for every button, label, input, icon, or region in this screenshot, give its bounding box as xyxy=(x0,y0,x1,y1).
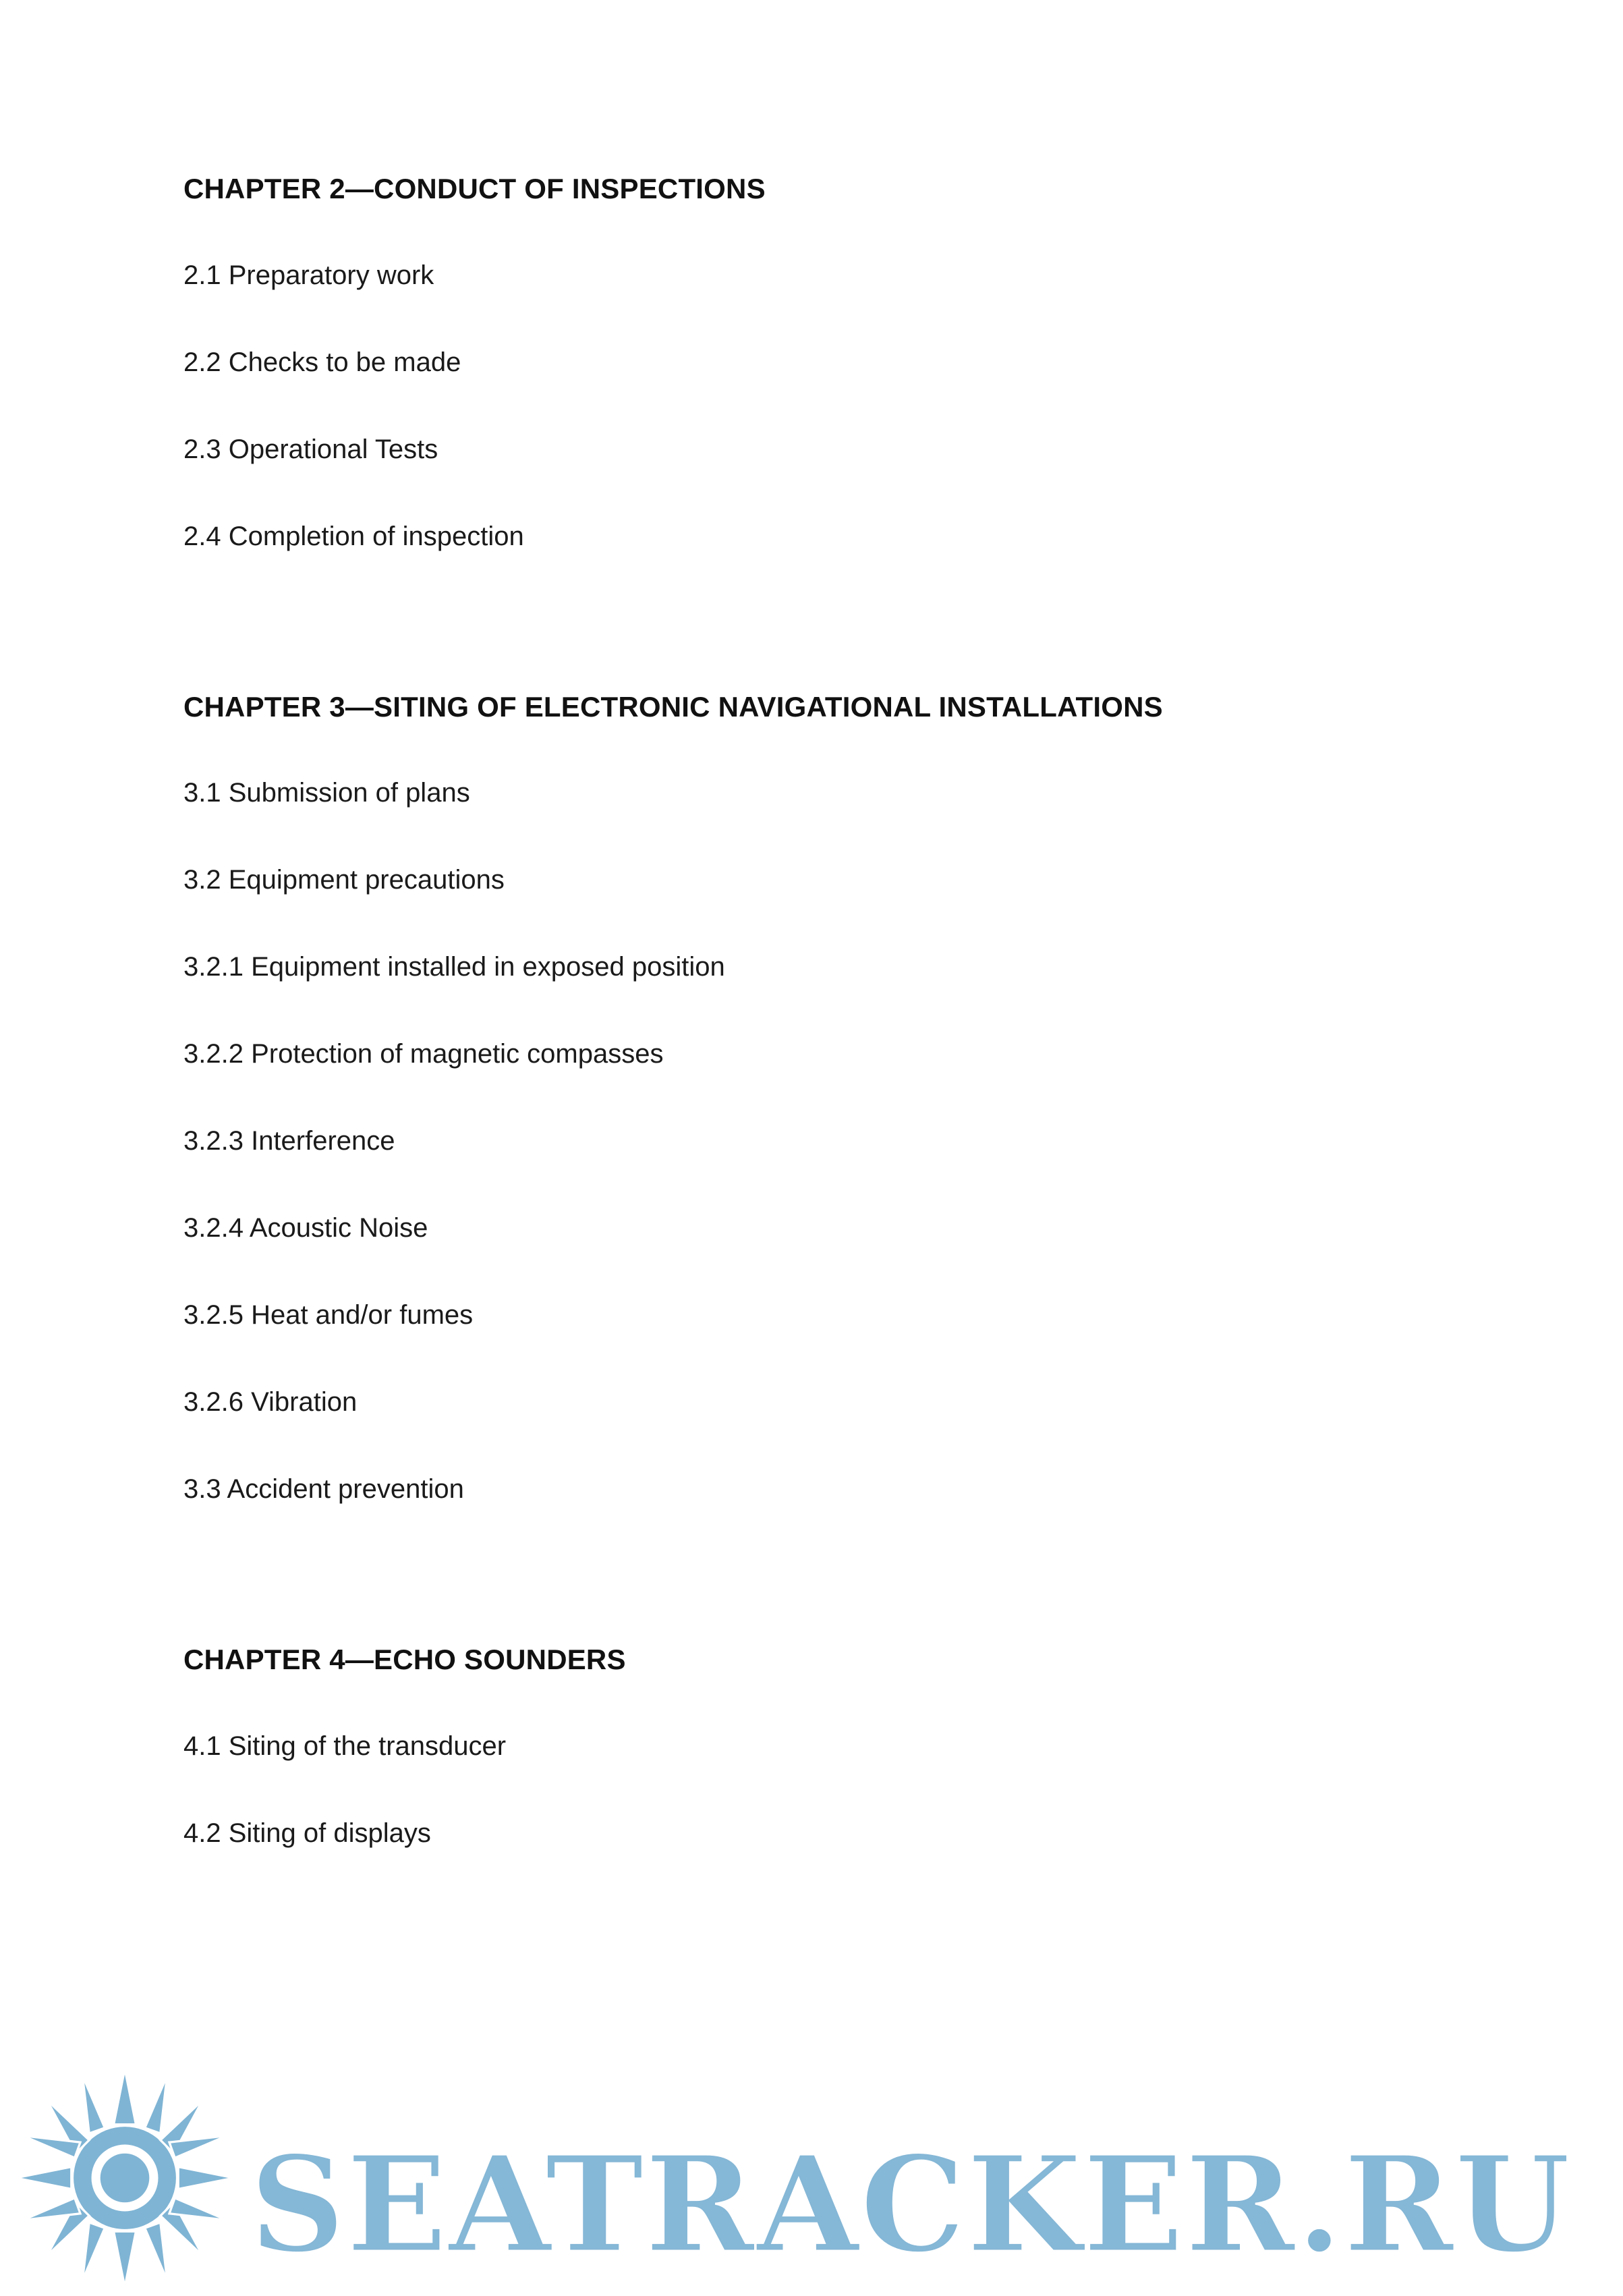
chapter-title: CHAPTER 2—CONDUCT OF INSPECTIONS xyxy=(183,173,766,204)
spacer xyxy=(183,209,1411,256)
spacer xyxy=(183,294,1411,343)
toc-entry[interactable]: 4.2 Siting of displays xyxy=(183,1818,431,1848)
toc-entry[interactable]: 2.1 Preparatory work xyxy=(183,260,434,290)
chapter-title: CHAPTER 3—SITING OF ELECTRONIC NAVIGATIONAL INSTALLATIONS xyxy=(183,690,1163,723)
watermark-text: SEATRACKER.RU xyxy=(250,2127,1572,2283)
spacer xyxy=(183,1421,1411,1470)
spacer xyxy=(183,1073,1411,1122)
spacer xyxy=(183,1765,1411,1814)
toc-entry[interactable]: 3.2.2 Protection of magnetic compasses xyxy=(183,1039,664,1069)
spacer xyxy=(183,1334,1411,1383)
toc-entry[interactable]: 3.2.5 Heat and/or fumes xyxy=(183,1300,474,1331)
spacer xyxy=(183,986,1411,1035)
toc-entry[interactable]: 4.1 Siting of the transducer xyxy=(183,1731,507,1761)
toc-entry[interactable]: 3.1 Submission of plans xyxy=(183,778,470,808)
toc-section-chapter-4 xyxy=(183,1640,1411,1852)
spacer xyxy=(183,727,1411,774)
toc-entry[interactable]: 2.2 Checks to be made xyxy=(183,347,461,377)
spacer xyxy=(183,468,1411,517)
toc-entry[interactable]: 3.2.3 Interference xyxy=(183,1126,395,1156)
spacer xyxy=(183,1680,1411,1727)
toc-entry[interactable]: 3.2.6 Vibration xyxy=(183,1387,358,1418)
toc-entry[interactable]: 2.3 Operational Tests xyxy=(183,434,438,464)
spacer xyxy=(183,555,1411,687)
watermark xyxy=(0,1992,1623,2296)
toc-entry[interactable]: 3.2.4 Acoustic Noise xyxy=(183,1213,428,1243)
spacer xyxy=(183,381,1411,430)
toc-section-chapter-2 xyxy=(183,169,1411,555)
sun-burst-icon xyxy=(13,2067,236,2289)
table-of-contents xyxy=(183,169,1411,1852)
spacer xyxy=(183,1247,1411,1296)
toc-section-chapter-3 xyxy=(183,687,1411,1509)
toc-entry[interactable]: 2.4 Completion of inspection xyxy=(183,521,524,551)
toc-entry[interactable]: 3.2 Equipment precautions xyxy=(183,865,505,895)
spacer xyxy=(183,899,1411,948)
toc-entry[interactable]: 3.2.1 Equipment installed in exposed position xyxy=(183,952,725,982)
spacer xyxy=(183,1508,1411,1640)
chapter-title: CHAPTER 4—ECHO SOUNDERS xyxy=(183,1644,626,1676)
spacer xyxy=(183,1160,1411,1209)
toc-entry[interactable]: 3.3 Accident prevention xyxy=(183,1474,464,1505)
spacer xyxy=(183,812,1411,861)
